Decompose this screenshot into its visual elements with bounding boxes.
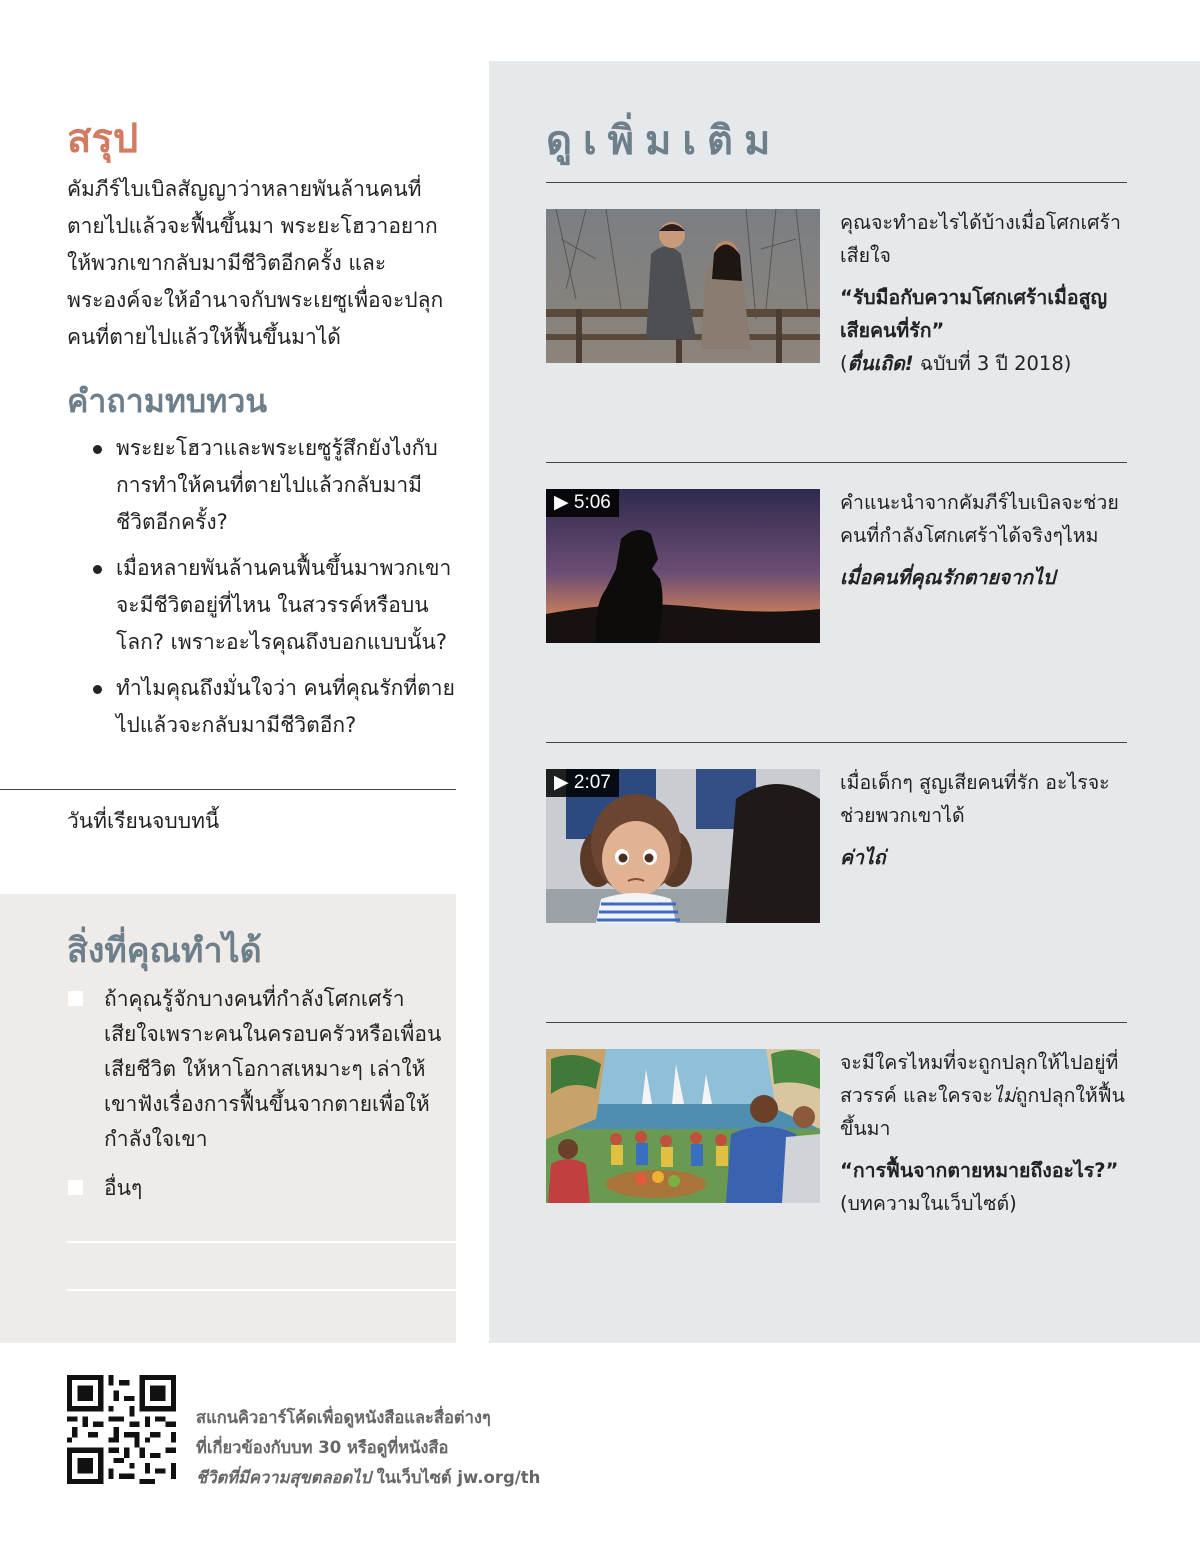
see-more-item-4 <box>840 1046 1130 1220</box>
list-item: ทำไมคุณถึงมั่นใจว่า คนที่คุณรักที่ตายไปแล้วจะกลับมามีชีวิตอีก? <box>95 670 460 744</box>
video-duration: ▶ 2:07 <box>546 769 619 797</box>
review-questions-title: คำถามทบทวน <box>67 382 268 420</box>
see-more-item-3 <box>840 766 1130 874</box>
see-more-item-2 <box>840 486 1130 594</box>
paradise-gathering-image[interactable] <box>546 1049 820 1203</box>
item-reference-title[interactable]: ค่าไถ่ <box>840 846 886 869</box>
item-reference-note: (ตื่นเถิด! ฉบับที่ 3 ปี 2018) <box>840 352 1072 375</box>
divider <box>546 182 1127 183</box>
checklist-item-label: อื่นๆ <box>104 1176 143 1200</box>
checklist-item-label: ถ้าคุณรู้จักบางคนที่กำลังโศกเศร้าเสียใจเพราะคนในครอบครัวหรือเพื่อนเสียชีวิต ให้หาโอกาสเหมาะๆ เล่าให้เขาฟังเรื่องการฟื้นขึ้นจากตายเพื่อให้กำลังใจเขา <box>104 987 442 1151</box>
write-in-line[interactable] <box>67 1241 456 1243</box>
item-question: คุณจะทำอะไรได้บ้างเมื่อโศกเศร้าเสียใจ <box>840 211 1121 267</box>
review-question-list <box>95 430 460 753</box>
couple-bridge-image[interactable] <box>546 209 820 363</box>
item-question: จะมีใครไหมที่จะถูกปลุกให้ไปอยู่ที่สวรรค์ และใครจะไม่ถูกปลุกให้ฟื้นขึ้นมา <box>840 1051 1125 1140</box>
summary-title: สรุป <box>67 116 139 162</box>
list-item <box>67 982 447 1157</box>
list-item <box>67 1171 447 1206</box>
footer-note <box>196 1403 540 1493</box>
item-reference-note: (บทความในเว็บไซต์) <box>840 1192 1017 1215</box>
item-question: คำแนะนำจากคัมภีร์ไบเบิลจะช่วยคนที่กำลังโศกเศร้าได้จริงๆไหม <box>840 491 1119 547</box>
divider <box>546 462 1127 463</box>
qr-code[interactable] <box>67 1375 176 1484</box>
summary-body: คัมภีร์ไบเบิลสัญญาว่าหลายพันล้านคนที่ตายไปแล้วจะฟื้นขึ้นมา พระยะโฮวาอยากให้พวกเขากลับมามีชีวิตอีกครั้ง และพระองค์จะให้อำนาจกับพระเยซูเพื่อจะปลุกคนที่ตายไปแล้วให้ฟื้นขึ้นมาได้ <box>67 177 444 349</box>
video-duration: ▶ 5:06 <box>546 489 619 517</box>
footer-line: ชีวิตที่มีความสุขตลอดไป ในเว็บไซต์ jw.org/th <box>196 1468 541 1487</box>
write-in-line[interactable] <box>67 1289 456 1291</box>
checkbox[interactable] <box>68 1180 83 1195</box>
list-item: พระยะโฮวาและพระเยซูรู้สึกยังไงกับการทำให้คนที่ตายไปแล้วกลับมามีชีวิตอีกครั้ง? <box>95 430 460 541</box>
divider <box>546 742 1127 743</box>
item-reference-title[interactable]: เมื่อคนที่คุณรักตายจากไป <box>840 566 1056 589</box>
divider <box>0 789 456 790</box>
footer-line: สแกนคิวอาร์โค้ดเพื่อดูหนังสือและสื่อต่างๆ <box>196 1408 491 1427</box>
see-more-item-1 <box>840 206 1130 380</box>
action-checklist <box>67 982 447 1220</box>
footer-line: ที่เกี่ยวข้องกับบท 30 หรือดูที่หนังสือ <box>196 1438 449 1457</box>
book-title[interactable]: ชีวิตที่มีความสุขตลอดไป <box>196 1468 371 1487</box>
see-more-title: ดูเพิ่มเติม <box>546 118 782 164</box>
divider <box>546 1022 1127 1023</box>
item-question: เมื่อเด็กๆ สูญเสียคนที่รัก อะไรจะช่วยพวกเขาได้ <box>840 771 1110 827</box>
silhouette-sunset-video[interactable] <box>546 489 820 643</box>
checkbox[interactable] <box>68 991 83 1006</box>
completion-date-label: วันที่เรียนจบบทนี้ <box>67 809 220 833</box>
list-item: เมื่อหลายพันล้านคนฟื้นขึ้นมาพวกเขาจะมีชีวิตอยู่ที่ไหน ในสวรรค์หรือบนโลก? เพราะอะไรคุณถึงบอกแบบนั้น? <box>95 550 460 661</box>
action-panel-title: สิ่งที่คุณทำได้ <box>67 931 262 971</box>
item-reference-title[interactable]: “รับมือกับความโศกเศร้าเมื่อสูญเสียคนที่รัก” <box>840 286 1108 342</box>
item-reference-title[interactable]: “การฟื้นจากตายหมายถึงอะไร?” <box>840 1159 1119 1182</box>
sad-girl-animation-video[interactable] <box>546 769 820 923</box>
